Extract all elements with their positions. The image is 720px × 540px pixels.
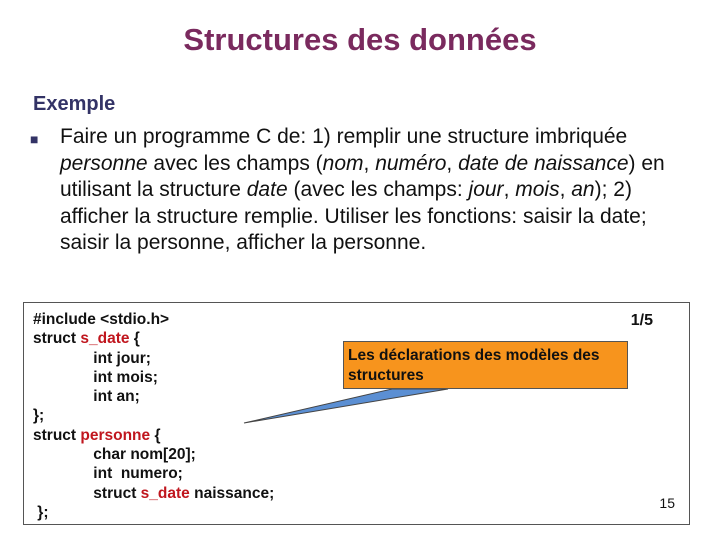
struct-name-highlight: s_date xyxy=(80,330,130,348)
bullet-italic-term: an xyxy=(571,178,595,201)
bullet-italic-term: jour xyxy=(468,178,504,201)
code-token: struct xyxy=(33,330,81,348)
bullet-text-part: , xyxy=(446,151,459,175)
bullet-text-part: ); 2) afficher la structure remplie. Utiliser les fonctions: saisir la date; saisir la personne, afficher la personne. xyxy=(60,178,647,254)
struct-name-highlight: s_date xyxy=(140,484,190,502)
bullet-italic-term: personne xyxy=(60,151,148,175)
code-token: struct xyxy=(33,484,141,502)
code-line: }; xyxy=(33,407,45,425)
code-line: int an; xyxy=(33,388,140,406)
bullet-italic-term: date de naissance xyxy=(458,151,629,175)
bullet-italic-term: date xyxy=(246,178,288,201)
bullet-text-part: (avec les champs: xyxy=(287,178,469,201)
code-token: naissance; xyxy=(189,484,275,502)
code-line: }; xyxy=(33,503,49,521)
code-line: #include <stdio.h> xyxy=(33,311,170,328)
bullet-text-part: ) en utilisant la structure xyxy=(60,151,665,201)
code-line: int numero; xyxy=(33,465,183,483)
slide-number: 15 xyxy=(659,495,675,511)
code-line: char nom[20]; xyxy=(33,446,196,464)
bullet-text-part: avec les champs ( xyxy=(147,151,323,175)
slide-title: Structures des données xyxy=(183,22,537,57)
code-token: { xyxy=(129,330,140,348)
struct-name-highlight: personne xyxy=(80,426,151,444)
square-bullet-icon: ■ xyxy=(30,131,39,147)
code-token: { xyxy=(150,426,161,444)
bullet-text-part: , xyxy=(363,151,376,175)
code-token: struct xyxy=(33,426,81,444)
bullet-italic-term: nom xyxy=(322,151,364,175)
page-fraction: 1/5 xyxy=(630,312,653,329)
bullet-italic-term: numéro xyxy=(375,151,447,175)
section-subtitle: Exemple xyxy=(33,93,116,115)
callout-box: Les déclarations des modèles des structures xyxy=(343,341,628,389)
code-line: int jour; xyxy=(33,349,151,367)
bullet-italic-term: mois xyxy=(515,178,560,201)
bullet-text-part: , xyxy=(559,178,572,201)
bullet-text-part: , xyxy=(503,178,516,201)
code-line: int mois; xyxy=(33,368,158,386)
bullet-text-part: Faire un programme C de: 1) remplir une structure imbriquée xyxy=(60,125,628,148)
